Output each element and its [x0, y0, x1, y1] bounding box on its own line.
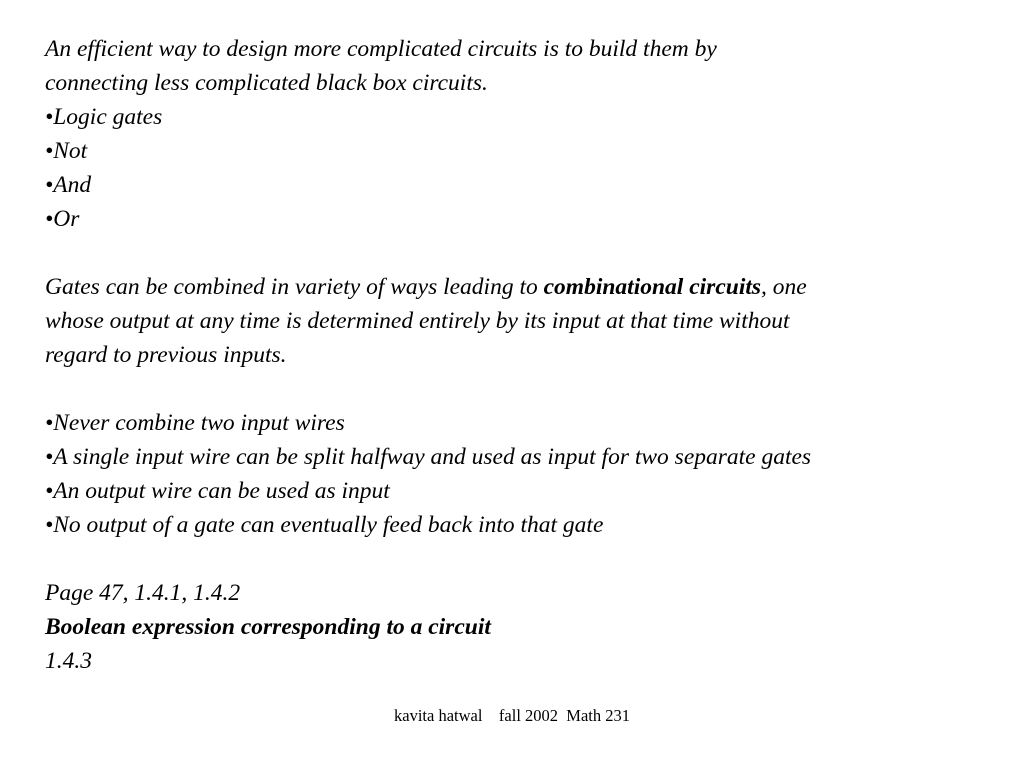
rule-never-combine: •Never combine two input wires	[45, 410, 345, 436]
bullet-not: •Not	[45, 138, 88, 164]
page-reference: Page 47, 1.4.1, 1.4.2	[45, 580, 241, 606]
combinational-suffix: , one	[761, 274, 807, 300]
section-reference: 1.4.3	[45, 648, 92, 674]
combinational-prefix: Gates can be combined in variety of ways leading to	[45, 274, 544, 300]
spacer	[45, 542, 1005, 576]
spacer	[45, 236, 1005, 270]
rule-no-feedback: •No output of a gate can eventually feed back into that gate	[45, 512, 604, 538]
intro-line-1: An efficient way to design more complicated circuits is to build them by	[45, 36, 717, 62]
bullet-or: •Or	[45, 206, 80, 232]
bullet-logic-gates: •Logic gates	[45, 104, 163, 130]
combinational-line-2: whose output at any time is determined entirely by its input at that time without	[45, 308, 790, 334]
boolean-heading: Boolean expression corresponding to a circuit	[45, 614, 491, 640]
bullet-and: •And	[45, 172, 92, 198]
rule-split-input: •A single input wire can be split halfway and used as input for two separate gates	[45, 444, 812, 470]
slide-content	[45, 32, 1005, 678]
intro-line-2: connecting less complicated black box circuits.	[45, 70, 488, 96]
spacer	[45, 372, 1005, 406]
combinational-line-3: regard to previous inputs.	[45, 342, 287, 368]
combinational-line-1	[45, 270, 1005, 304]
combinational-term: combinational circuits	[543, 274, 762, 300]
slide-footer: kavita hatwal fall 2002 Math 231	[394, 706, 630, 725]
rule-output-as-input: •An output wire can be used as input	[45, 478, 390, 504]
